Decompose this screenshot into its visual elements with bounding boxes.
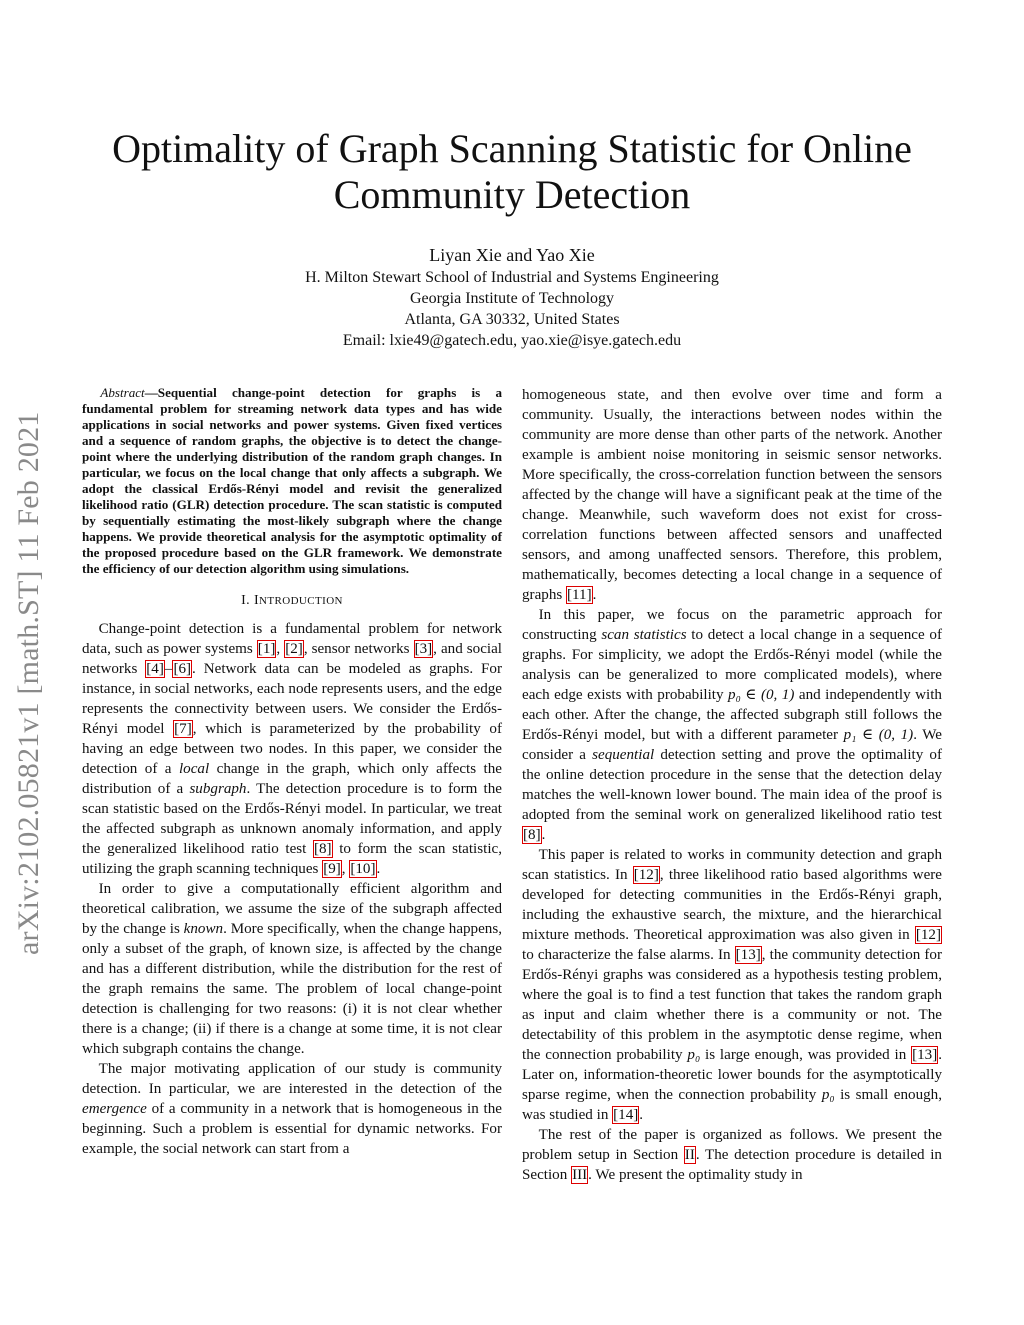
citation-link[interactable]: [9] (323, 861, 341, 877)
intro-paragraph-3: The major motivating application of our study is community detection. In particular, we are interested in the detection of the emergence of a community in a network that is homogeneous in the beginning. Such a problem is essential for dynamic networks. For example, the social network can start from a (82, 1061, 502, 1157)
section-link[interactable]: II (684, 1147, 695, 1163)
abstract-label: Abstract (100, 385, 145, 400)
intro-paragraph-1: Change-point detection is a fundamental problem for network data, such as power systems [1], [2], sensor networks [3], and social networks [4]–[6]. Network data can be modeled as graphs. For instance, in social networks, each node represents users, and the edge represents the connectivity between users. We consider the Erdős-Rényi model [7], which is parameterized by the probability of having an edge between two nodes. In this paper, we consider the detection of a local change in the graph, which only affects the distribution of a subgraph. The detection procedure is to form the scan statistic based on the Erdős-Rényi model. In particular, we treat the affected subgraph as unknown anomaly information, and apply the generalized likelihood ratio test [8] to form the scan statistic, utilizing the graph scanning techniques [9], [10]. (82, 621, 503, 877)
citation-link[interactable]: [14] (613, 1107, 639, 1123)
citation-link[interactable]: [3] (414, 641, 433, 657)
citation-link[interactable]: [1] (257, 641, 276, 657)
title-line-1: Optimality of Graph Scanning Statistic for Online (112, 126, 912, 171)
citation-link[interactable]: [10] (350, 861, 376, 877)
citation-link[interactable]: [13] (912, 1047, 938, 1063)
intro-paragraph-2: In order to give a computationally efficient algorithm and theoretical calibration, we assume the size of the subgraph affected by the change is known. More specifically, when the change happens, only a subset of the graph, of known size, is affected by the change and has a different distribution, while the distribution for the rest of the graph remains the same. The problem of local change-point detection is challenging for two reasons: (i) it is not clear whether there is a change; (ii) if there is a change at some time, it is not clear which subgraph contains the change. (82, 881, 503, 1057)
intro-paragraph-4: In this paper, we focus on the parametric approach for constructing scan statistics to detect a local change in a sequence of graphs. For simplicity, we adopt the Erdős-Rényi model (while the analysis can be generalized to more complicated models), where each edge exists with probability p₀ ∈ (0, 1) and independently with each other. After the change, the affected subgraph still follows the Erdős-Rényi model, but with a different parameter p₁ ∈ (0, 1). We consider a sequential detection setting and prove the optimality of the online detection procedure in the sense that the detection delay matches the well-known lower bound. The main idea of the proof is adopted from the seminal work on generalized likelihood ratio test [8]. (522, 607, 943, 843)
citation-link[interactable]: [7] (174, 721, 192, 737)
title-line-2: Community Detection (333, 172, 691, 217)
section-link[interactable]: III (572, 1167, 588, 1183)
section-initial: I (253, 593, 260, 608)
citation-link[interactable]: [11] (567, 587, 592, 603)
affiliation-address: Atlanta, GA 30332, United States (404, 311, 620, 328)
paper-title (0, 126, 1024, 218)
affiliation-email: Email: lxie49@gatech.edu, yao.xie@isye.gatech.edu (342, 332, 682, 349)
intro-paragraph-6: The rest of the paper is organized as follows. We present the problem setup in Section II. The detection procedure is detailed in Section III. We present the optimality study in (522, 1127, 942, 1183)
author-names: Liyan Xie and Yao Xie (429, 245, 595, 265)
section-heading-introduction (82, 591, 502, 611)
section-number: I. (241, 593, 254, 608)
abstract (82, 385, 502, 577)
citation-link[interactable]: [8] (523, 827, 541, 843)
affiliation-block (0, 267, 1024, 351)
citation-link[interactable]: [12] (633, 867, 659, 883)
affiliation-institute: Georgia Institute of Technology (409, 290, 615, 307)
arxiv-identifier: arXiv:2102.05821v1 [math.ST] 11 Feb 2021 (12, 411, 45, 955)
abstract-text: —Sequential change-point detection for graphs is a fundamental problem for streaming network data types and has wide applications in social networks and power systems. Given fixed vertices and a sequence of random graphs, the objective is to detect the change-point where the underlying distribution of the random graph changes. In particular, we focus on the local change that only affects a subgraph. We adopt the classical Erdős-Rényi model and revisit the generalized likelihood ratio (GLR) detection procedure. The scan statistic is computed by sequentially estimating the most-likely subgraph where the change happens. We provide theoretical analysis for the asymptotic optimality of the proposed procedure based on the GLR framework. We demonstrate the efficiency of our detection algorithm using simulations. (82, 385, 502, 576)
affiliation-school: H. Milton Stewart School of Industrial and Systems Engineering (305, 269, 719, 286)
left-column (82, 385, 502, 1159)
citation-link[interactable]: [2] (285, 641, 303, 657)
right-column (522, 385, 942, 1185)
section-title-rest: NTRODUCTION (259, 595, 343, 607)
citation-link[interactable]: [6] (173, 661, 192, 677)
citation-link[interactable]: [4] (146, 661, 164, 677)
citation-link[interactable]: [8] (313, 841, 332, 857)
intro-paragraph-5: This paper is related to works in community detection and graph scan statistics. In [12], three likelihood ratio based algorithms were developed for detecting communities in the Erdős-Rényi graph, including the exhaustive search, the mixture, and the hierarchical mixture methods. Theoretical approximation was also given in [12] to characterize the false alarms. In [13], the community detection for Erdős-Rényi graphs was considered as a hypothesis testing problem, where the goal is to find a test function that takes the random graph as input and claim whether there is a community or not. The detectability of this problem in the asymptotic dense regime, when the connection probability p₀ is large enough, was provided in [13]. Later on, information-theoretic lower bounds for the asymptotically sparse regime, when the connection probability p₀ is small enough, was studied in [14]. (522, 847, 943, 1123)
citation-link[interactable]: [12] (915, 927, 941, 943)
citation-link[interactable]: [13] (735, 947, 761, 963)
intro-paragraph-3-continued: homogeneous state, and then evolve over time and form a community. Usually, the interactions between nodes within the community are more dense than other parts of the network. Another example is ambient noise monitoring in seismic sensor networks. More specifically, the cross-correlation function between the sensors affected by the change will have a significant peak at the time of the change. Meanwhile, such waveform does not exist for cross-correlation functions between affected sensors and unaffected sensors, and among unaffected sensors. Therefore, this problem, mathematically, becomes detecting a local change in a sequence of graphs [11]. (522, 387, 942, 603)
